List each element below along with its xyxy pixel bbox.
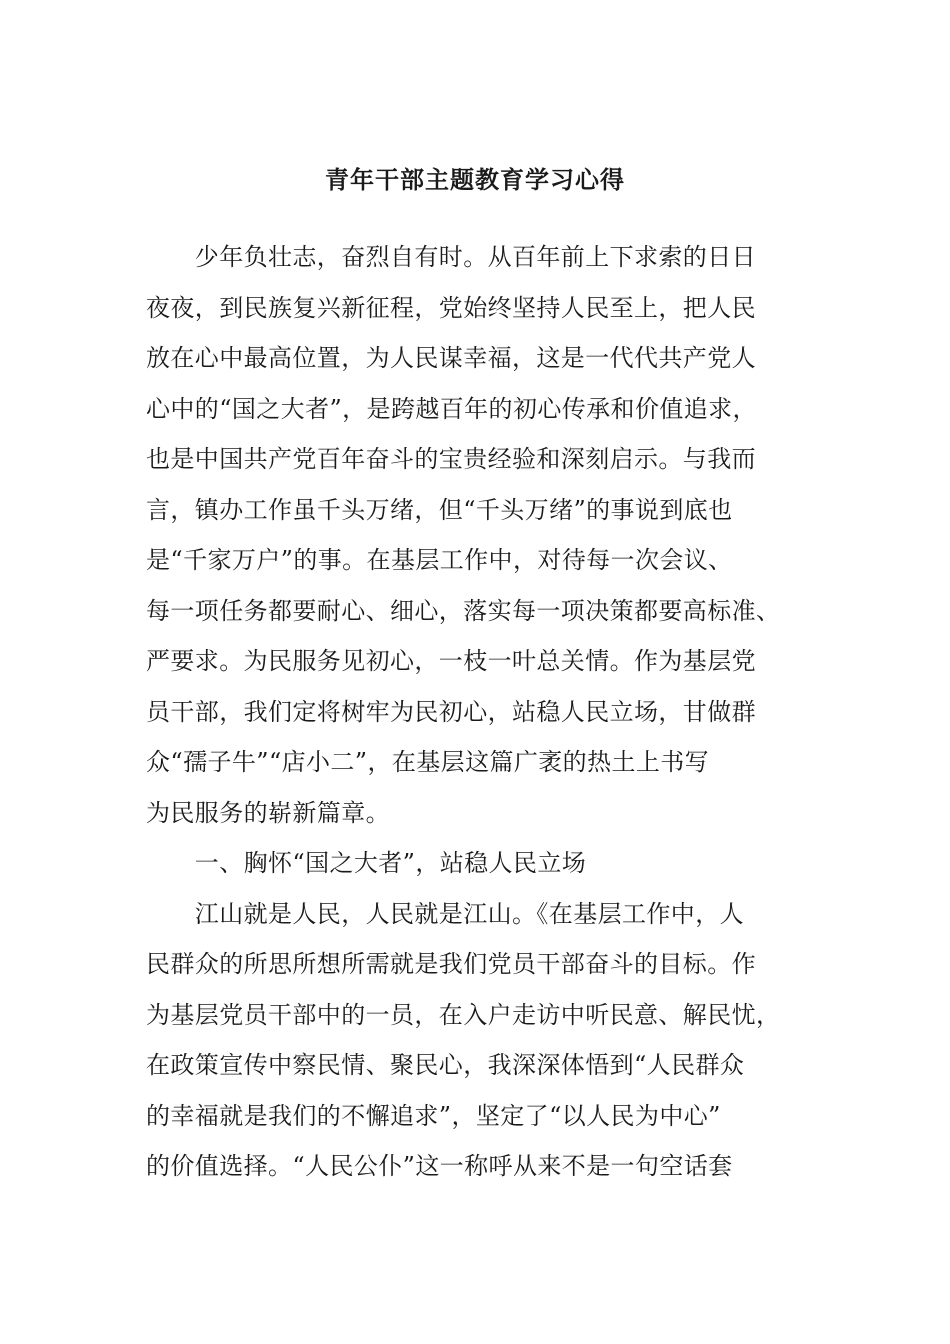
text-line: 在政策宣传中察民情、聚民心，我深深体悟到“人民群众 — [146, 1051, 745, 1079]
text-line: 为基层党员干部中的一员，在入户走访中听民意、解民忧， — [146, 1000, 781, 1029]
text-line: 为民服务的崭新篇章。 — [146, 798, 390, 827]
document-body — [146, 232, 806, 1192]
text-line: 也是中国共产党百年奋斗的宝贵经验和深刻启示。与我而 — [146, 445, 756, 473]
section-heading: 一、胸怀“国之大者”，站稳人民立场 — [146, 849, 587, 877]
text-line: 众“孺子牛”“店小二”，在基层这篇广袤的热土上书写 — [146, 748, 710, 776]
text-line: 严要求。为民服务见初心，一枝一叶总关情。作为基层党 — [146, 647, 756, 675]
text-line: 夜夜，到民族复兴新征程，党始终坚持人民至上，把人民 — [146, 293, 756, 322]
text-line: 员干部，我们定将树牢为民初心，站稳人民立场，甘做群 — [146, 697, 756, 726]
text-line: 的价值选择。“人民公仆”这一称呼从来不是一句空话套 — [146, 1152, 733, 1180]
text-line: 民群众的所思所想所需就是我们党员干部奋斗的目标。作 — [146, 950, 756, 978]
text-line: 少年负壮志，奋烈自有时。从百年前上下求索的日日 — [146, 243, 756, 271]
text-line: 放在心中最高位置，为人民谋幸福，这是一代代共产党人 — [146, 344, 756, 372]
text-line: 心中的“国之大者”，是跨越百年的初心传承和价值追求， — [146, 394, 757, 423]
text-line: 是“千家万户”的事。在基层工作中，对待每一次会议、 — [146, 546, 733, 574]
text-line: 江山就是人民，人民就是江山。《在基层工作中，人 — [146, 899, 744, 928]
text-line: 的幸福就是我们的不懈追求”，坚定了“以人民为中心” — [146, 1101, 721, 1130]
document-title: 青年干部主题教育学习心得 — [325, 165, 625, 194]
text-line: 言，镇办工作虽千头万绪，但“千头万绪”的事说到底也 — [146, 495, 733, 524]
text-line: 每一项任务都要耐心、细心，落实每一项决策都要高标准、 — [146, 596, 781, 625]
